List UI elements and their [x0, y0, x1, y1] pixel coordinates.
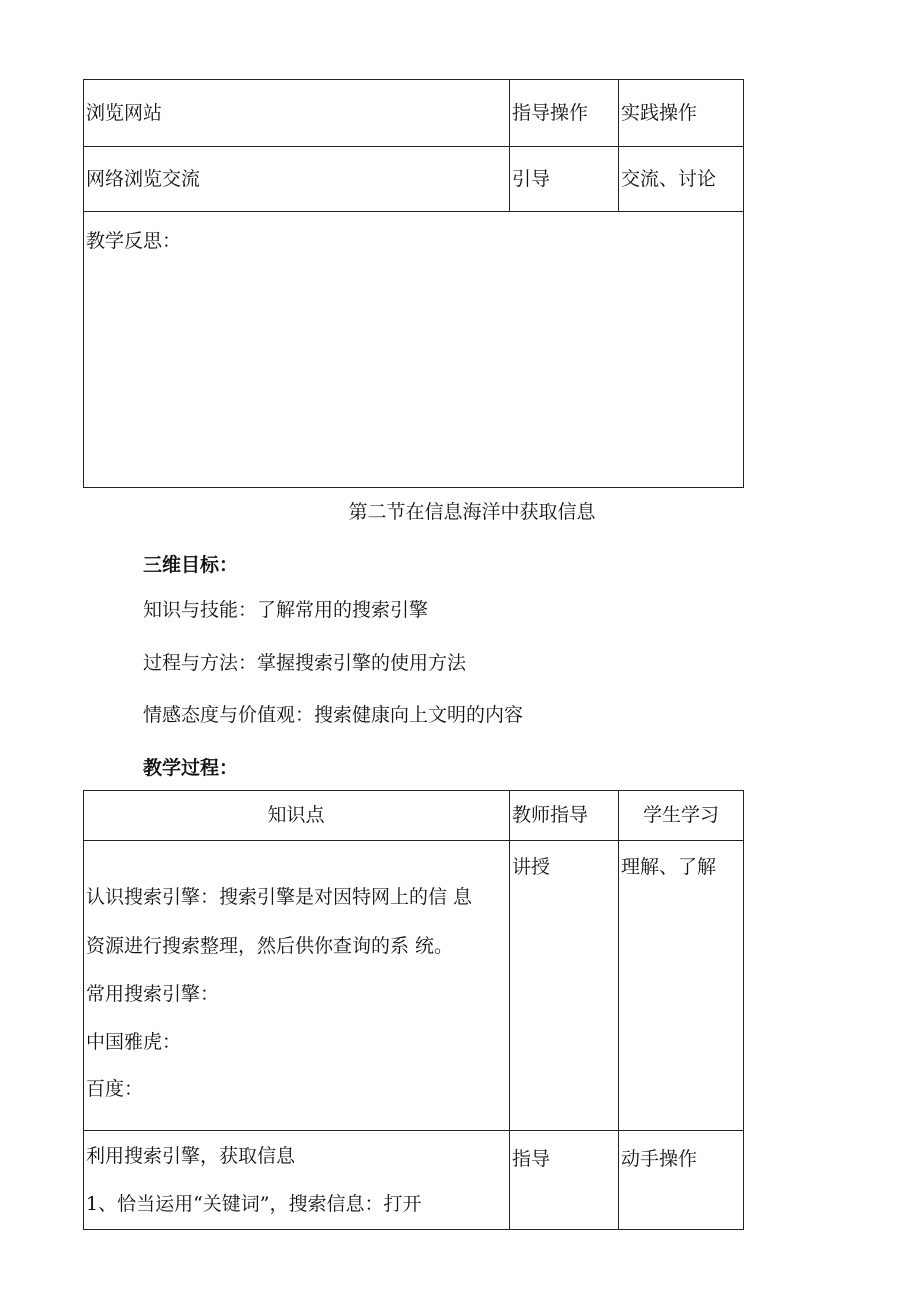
table1-row-divider: [83, 211, 744, 212]
table1-col-divider: [618, 79, 619, 211]
table-cell: 交流、讨论: [621, 168, 717, 190]
table-cell: 指导操作: [512, 102, 589, 124]
section-title: 第二节在信息海洋中获取信息: [348, 501, 596, 523]
table1-row-divider: [83, 146, 744, 147]
knowledge-line: 认识搜索引擎：搜索引擎是对因特网上的信 息: [86, 886, 473, 908]
table-teaching-activities: [83, 79, 744, 488]
table2-col-divider: [509, 790, 510, 1230]
table-cell: 网络浏览交流: [86, 168, 201, 190]
objective-process: 过程与方法：掌握搜索引擎的使用方法: [143, 652, 467, 674]
student-cell: 动手操作: [621, 1148, 698, 1170]
table2-row-divider: [83, 1130, 744, 1131]
knowledge-line: 常用搜索引擎：: [86, 983, 220, 1005]
teacher-cell: 指导: [512, 1148, 551, 1170]
table-cell: 引导: [512, 168, 551, 190]
student-cell: 理解、了解: [621, 856, 717, 878]
table2-col-divider: [618, 790, 619, 1230]
column-header-knowledge: 知识点: [267, 804, 325, 826]
knowledge-line: 1、恰当运用“关键词”，搜索信息：打开: [86, 1193, 422, 1215]
reflection-label: 教学反思：: [86, 230, 182, 252]
knowledge-line: 中国雅虎：: [86, 1031, 182, 1053]
knowledge-line: 百度：: [86, 1078, 144, 1100]
process-heading: 教学过程：: [143, 757, 239, 779]
knowledge-line: 资源进行搜索整理，然后供你查询的系 统。: [86, 935, 454, 957]
table2-row-divider: [83, 840, 744, 841]
table-cell: 实践操作: [621, 102, 698, 124]
column-header-teacher: 教师指导: [512, 804, 589, 826]
table-cell: 浏览网站: [86, 102, 163, 124]
objective-emotion: 情感态度与价值观：搜索健康向上文明的内容: [143, 704, 524, 726]
objective-knowledge: 知识与技能：了解常用的搜索引擎: [143, 599, 429, 621]
knowledge-line: 利用搜索引擎，获取信息: [86, 1145, 296, 1167]
table1-col-divider: [509, 79, 510, 211]
column-header-student: 学生学习: [642, 804, 719, 826]
teacher-cell: 讲授: [512, 856, 551, 878]
objectives-heading: 三维目标：: [143, 554, 239, 576]
